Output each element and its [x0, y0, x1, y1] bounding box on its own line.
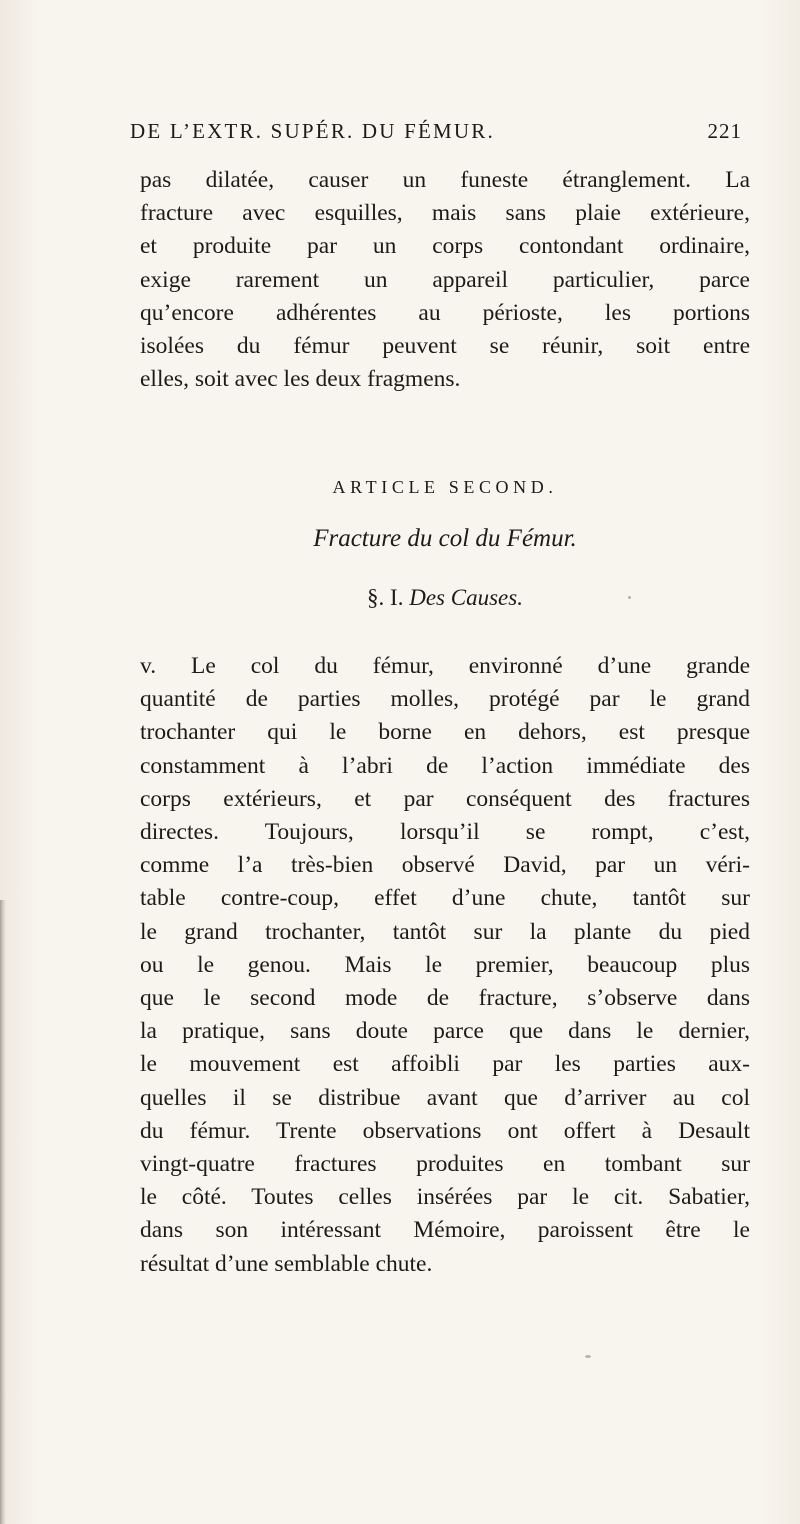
text-line: quantité de parties molles, protégé par le grand: [140, 686, 750, 713]
text-line: isolées du fémur peuvent se réunir, soit entre: [140, 333, 750, 360]
section-mark: §. I.: [367, 585, 404, 610]
text-line: le mouvement est affoibli par les parties aux-: [140, 1051, 750, 1078]
paragraph-2: [140, 650, 750, 1281]
text-line: directes. Toujours, lorsqu’il se rompt, c’est,: [140, 819, 750, 846]
text-line: que le second mode de fracture, s’observe dans: [140, 985, 750, 1012]
text-line: le grand trochanter, tantôt sur la plante du pied: [140, 918, 750, 945]
text-line: v. Le col du fémur, environné d’une grande: [140, 653, 750, 679]
article-heading: ARTICLE SECOND.: [332, 477, 558, 497]
text-line: du fémur. Trente observations ont offert à Desault: [140, 1117, 750, 1144]
text-line: pas dilatée, causer un funeste étranglement. La: [140, 167, 750, 193]
text-line: et produite par un corps contondant ordinaire,: [140, 233, 750, 260]
text-line: constamment à l’abri de l’action immédiate des: [140, 752, 750, 779]
text-line: corps extérieurs, et par conséquent des fractures: [140, 785, 750, 812]
text-line: qu’encore adhérentes au périoste, les portions: [140, 299, 750, 326]
paper-speck: [628, 596, 631, 599]
section-heading: [140, 581, 750, 615]
text-line: la pratique, sans doute parce que dans le dernier,: [140, 1018, 750, 1045]
text-line: vingt-quatre fractures produites en tombant sur: [140, 1151, 750, 1178]
section-title: Des Causes.: [409, 585, 523, 610]
paper-speck: [585, 1355, 591, 1358]
text-line: quelles il se distribue avant que d’arriver au col: [140, 1084, 750, 1111]
text-line: trochanter qui le borne en dehors, est presque: [140, 719, 750, 746]
running-head-title: DE L’EXTR. SUPÉR. DU FÉMUR.: [130, 119, 495, 143]
text-line: comme l’a très-bien observé David, par un véri-: [140, 852, 750, 879]
paragraph-1: [140, 164, 750, 396]
page-number: 221: [707, 119, 742, 143]
text-line: fracture avec esquilles, mais sans plaie extérieure,: [140, 200, 750, 227]
page-edge-shadow: [0, 900, 6, 1524]
running-head: [130, 116, 742, 146]
text-line: elles, soit avec les deux fragmens.: [140, 366, 461, 393]
text-line: résultat d’une semblable chute.: [140, 1250, 433, 1277]
chapter-heading: Fracture du col du Fémur.: [313, 525, 577, 552]
text-line: exige rarement un appareil particulier, parce: [140, 266, 750, 293]
text-line: table contre-coup, effet d’une chute, tantôt sur: [140, 885, 750, 912]
text-line: le côté. Toutes celles insérées par le cit. Sabatier,: [140, 1184, 750, 1211]
text-line: ou le genou. Mais le premier, beaucoup plus: [140, 951, 750, 978]
text-line: dans son intéressant Mémoire, paroissent être le: [140, 1217, 750, 1244]
